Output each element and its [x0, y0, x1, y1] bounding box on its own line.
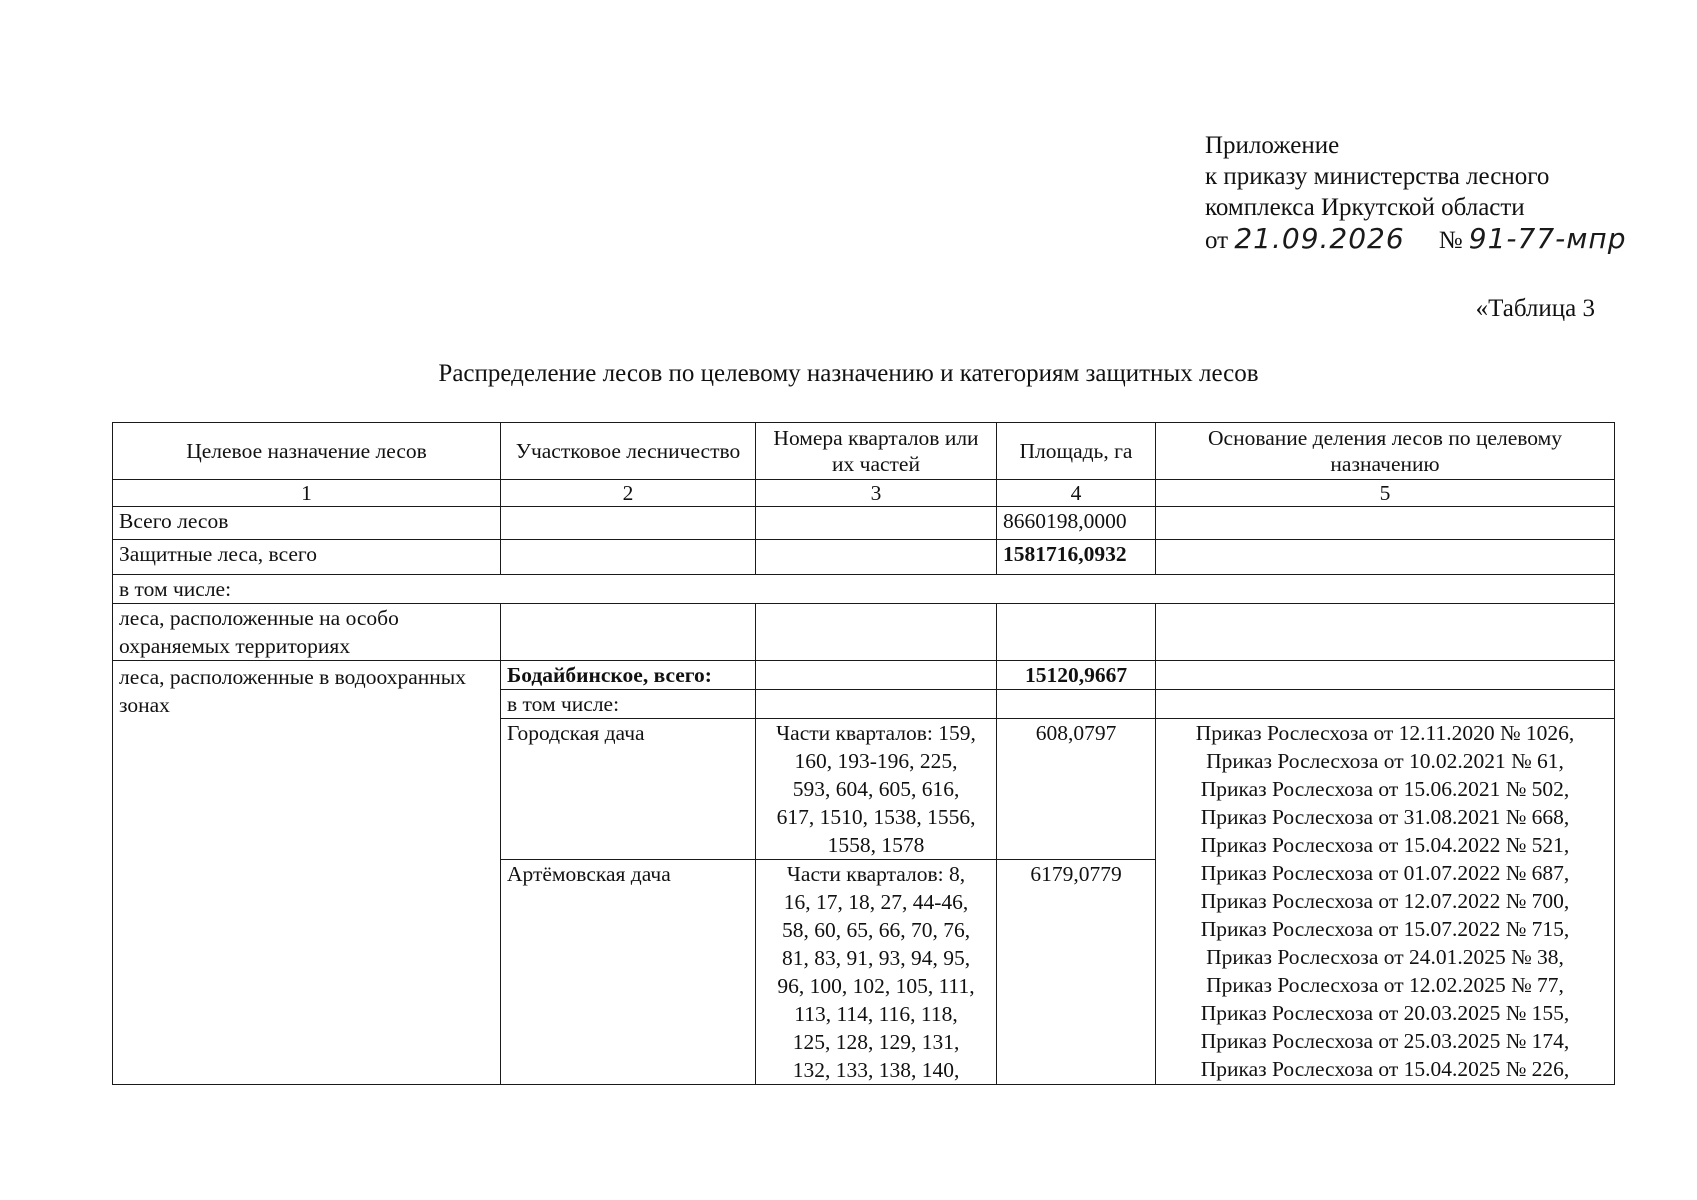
- forestry-name: Городская дача: [501, 719, 756, 860]
- empty-cell: [501, 507, 756, 540]
- table-row: [113, 575, 1615, 604]
- quarters-line: Части кварталов: 8,: [786, 862, 966, 886]
- quarters-line: 617, 1510, 1538, 1556,: [776, 805, 976, 829]
- basis-line: Приказ Рослесхоза от 20.03.2025 № 155,: [1200, 1001, 1570, 1025]
- empty-cell: [1156, 661, 1615, 690]
- header-cell: Целевое назначение лесов: [113, 423, 501, 480]
- district-label: Бодайбинское, всего:: [501, 661, 756, 690]
- header-cell: Номера кварталов или их частей: [756, 423, 997, 480]
- quarters-line: 132, 133, 138, 140,: [792, 1058, 960, 1082]
- basis-line: Приказ Рослесхоза от 15.04.2022 № 521,: [1200, 833, 1570, 857]
- quarters-cell: [756, 719, 997, 860]
- quarters-line: 96, 100, 102, 105, 111,: [777, 974, 975, 998]
- quarters-line: 113, 114, 116, 118,: [794, 1002, 958, 1026]
- row-label: в том числе:: [501, 690, 756, 719]
- area-value: 1581716,0932: [997, 540, 1156, 575]
- basis-line: Приказ Рослесхоза от 15.06.2021 № 502,: [1200, 777, 1570, 801]
- empty-cell: [756, 604, 997, 661]
- appendix-block: [1205, 130, 1626, 256]
- forest-distribution-table: [112, 422, 1615, 1085]
- handwritten-date: 21.09.2026: [1234, 222, 1405, 255]
- row-label: леса, расположенные на особо охраняемых территориях: [113, 604, 501, 661]
- table-row: [113, 540, 1615, 575]
- table-label: «Таблица 3: [1475, 295, 1595, 322]
- area-value: 8660198,0000: [997, 507, 1156, 540]
- table-row: [113, 507, 1615, 540]
- quarters-line: 81, 83, 91, 93, 94, 95,: [781, 946, 971, 970]
- table-row: [113, 604, 1615, 661]
- forestry-name: Артёмовская дача: [501, 860, 756, 1085]
- empty-cell: [501, 540, 756, 575]
- table-header-row: [113, 423, 1615, 480]
- empty-cell: [756, 661, 997, 690]
- empty-cell: [756, 540, 997, 575]
- basis-line: Приказ Рослесхоза от 31.08.2021 № 668,: [1200, 805, 1570, 829]
- header-cell: Площадь, га: [997, 423, 1156, 480]
- empty-cell: [1156, 507, 1615, 540]
- empty-cell: [756, 507, 997, 540]
- appendix-line: к приказу министерства лесного: [1205, 163, 1550, 190]
- header-cell: Основание деления лесов по целевому назначению: [1156, 423, 1615, 480]
- empty-cell: [1156, 540, 1615, 575]
- quarters-line: 16, 17, 18, 27, 44-46,: [783, 890, 969, 914]
- date-prefix: от: [1205, 227, 1229, 254]
- page-title: Распределение лесов по целевому назначению и категориям защитных лесов: [438, 360, 1259, 387]
- row-label: леса, расположенные в водоохранных зонах: [113, 661, 501, 1085]
- basis-line: Приказ Рослесхоза от 12.07.2022 № 700,: [1200, 889, 1570, 913]
- quarters-cell: [756, 860, 997, 1085]
- basis-line: Приказ Рослесхоза от 15.04.2025 № 226,: [1200, 1057, 1570, 1081]
- empty-cell: [997, 604, 1156, 661]
- row-label: в том числе:: [113, 575, 1615, 604]
- appendix-line: Приложение: [1205, 132, 1340, 159]
- quarters-line: 593, 604, 605, 616,: [792, 777, 960, 801]
- appendix-line: комплекса Иркутской области: [1205, 194, 1525, 221]
- quarters-line: 58, 60, 65, 66, 70, 76,: [781, 918, 971, 942]
- quarters-line: 160, 193-196, 225,: [794, 749, 958, 773]
- column-number: 1: [113, 480, 501, 507]
- row-label: Защитные леса, всего: [113, 540, 501, 575]
- empty-cell: [756, 690, 997, 719]
- table-row: [113, 661, 1615, 690]
- empty-cell: [501, 604, 756, 661]
- area-value: 608,0797: [997, 719, 1156, 860]
- quarters-line: 1558, 1578: [827, 833, 925, 857]
- column-number: 2: [501, 480, 756, 507]
- area-value: 15120,9667: [997, 661, 1156, 690]
- column-number: 5: [1156, 480, 1615, 507]
- basis-line: Приказ Рослесхоза от 12.11.2020 № 1026,: [1195, 721, 1575, 745]
- basis-line: Приказ Рослесхоза от 15.07.2022 № 715,: [1200, 917, 1570, 941]
- basis-cell: [1156, 719, 1615, 1085]
- empty-cell: [997, 690, 1156, 719]
- empty-cell: [1156, 690, 1615, 719]
- quarters-line: 125, 128, 129, 131,: [792, 1030, 960, 1054]
- handwritten-number: 91-77-мпр: [1468, 222, 1627, 255]
- column-number: 3: [756, 480, 997, 507]
- basis-line: Приказ Рослесхоза от 25.03.2025 № 174,: [1200, 1029, 1570, 1053]
- appendix-date-line: [1205, 223, 1626, 256]
- header-cell: Участковое лесничество: [501, 423, 756, 480]
- quarters-line: Части кварталов: 159,: [776, 721, 976, 745]
- basis-line: Приказ Рослесхоза от 24.01.2025 № 38,: [1206, 945, 1564, 969]
- basis-line: Приказ Рослесхоза от 01.07.2022 № 687,: [1200, 861, 1570, 885]
- row-label: Всего лесов: [113, 507, 501, 540]
- column-number: 4: [997, 480, 1156, 507]
- empty-cell: [1156, 604, 1615, 661]
- column-number-row: [113, 480, 1615, 507]
- basis-line: Приказ Рослесхоза от 12.02.2025 № 77,: [1206, 973, 1564, 997]
- number-prefix: №: [1438, 227, 1463, 254]
- basis-line: Приказ Рослесхоза от 10.02.2021 № 61,: [1206, 749, 1564, 773]
- area-value: 6179,0779: [997, 860, 1156, 1085]
